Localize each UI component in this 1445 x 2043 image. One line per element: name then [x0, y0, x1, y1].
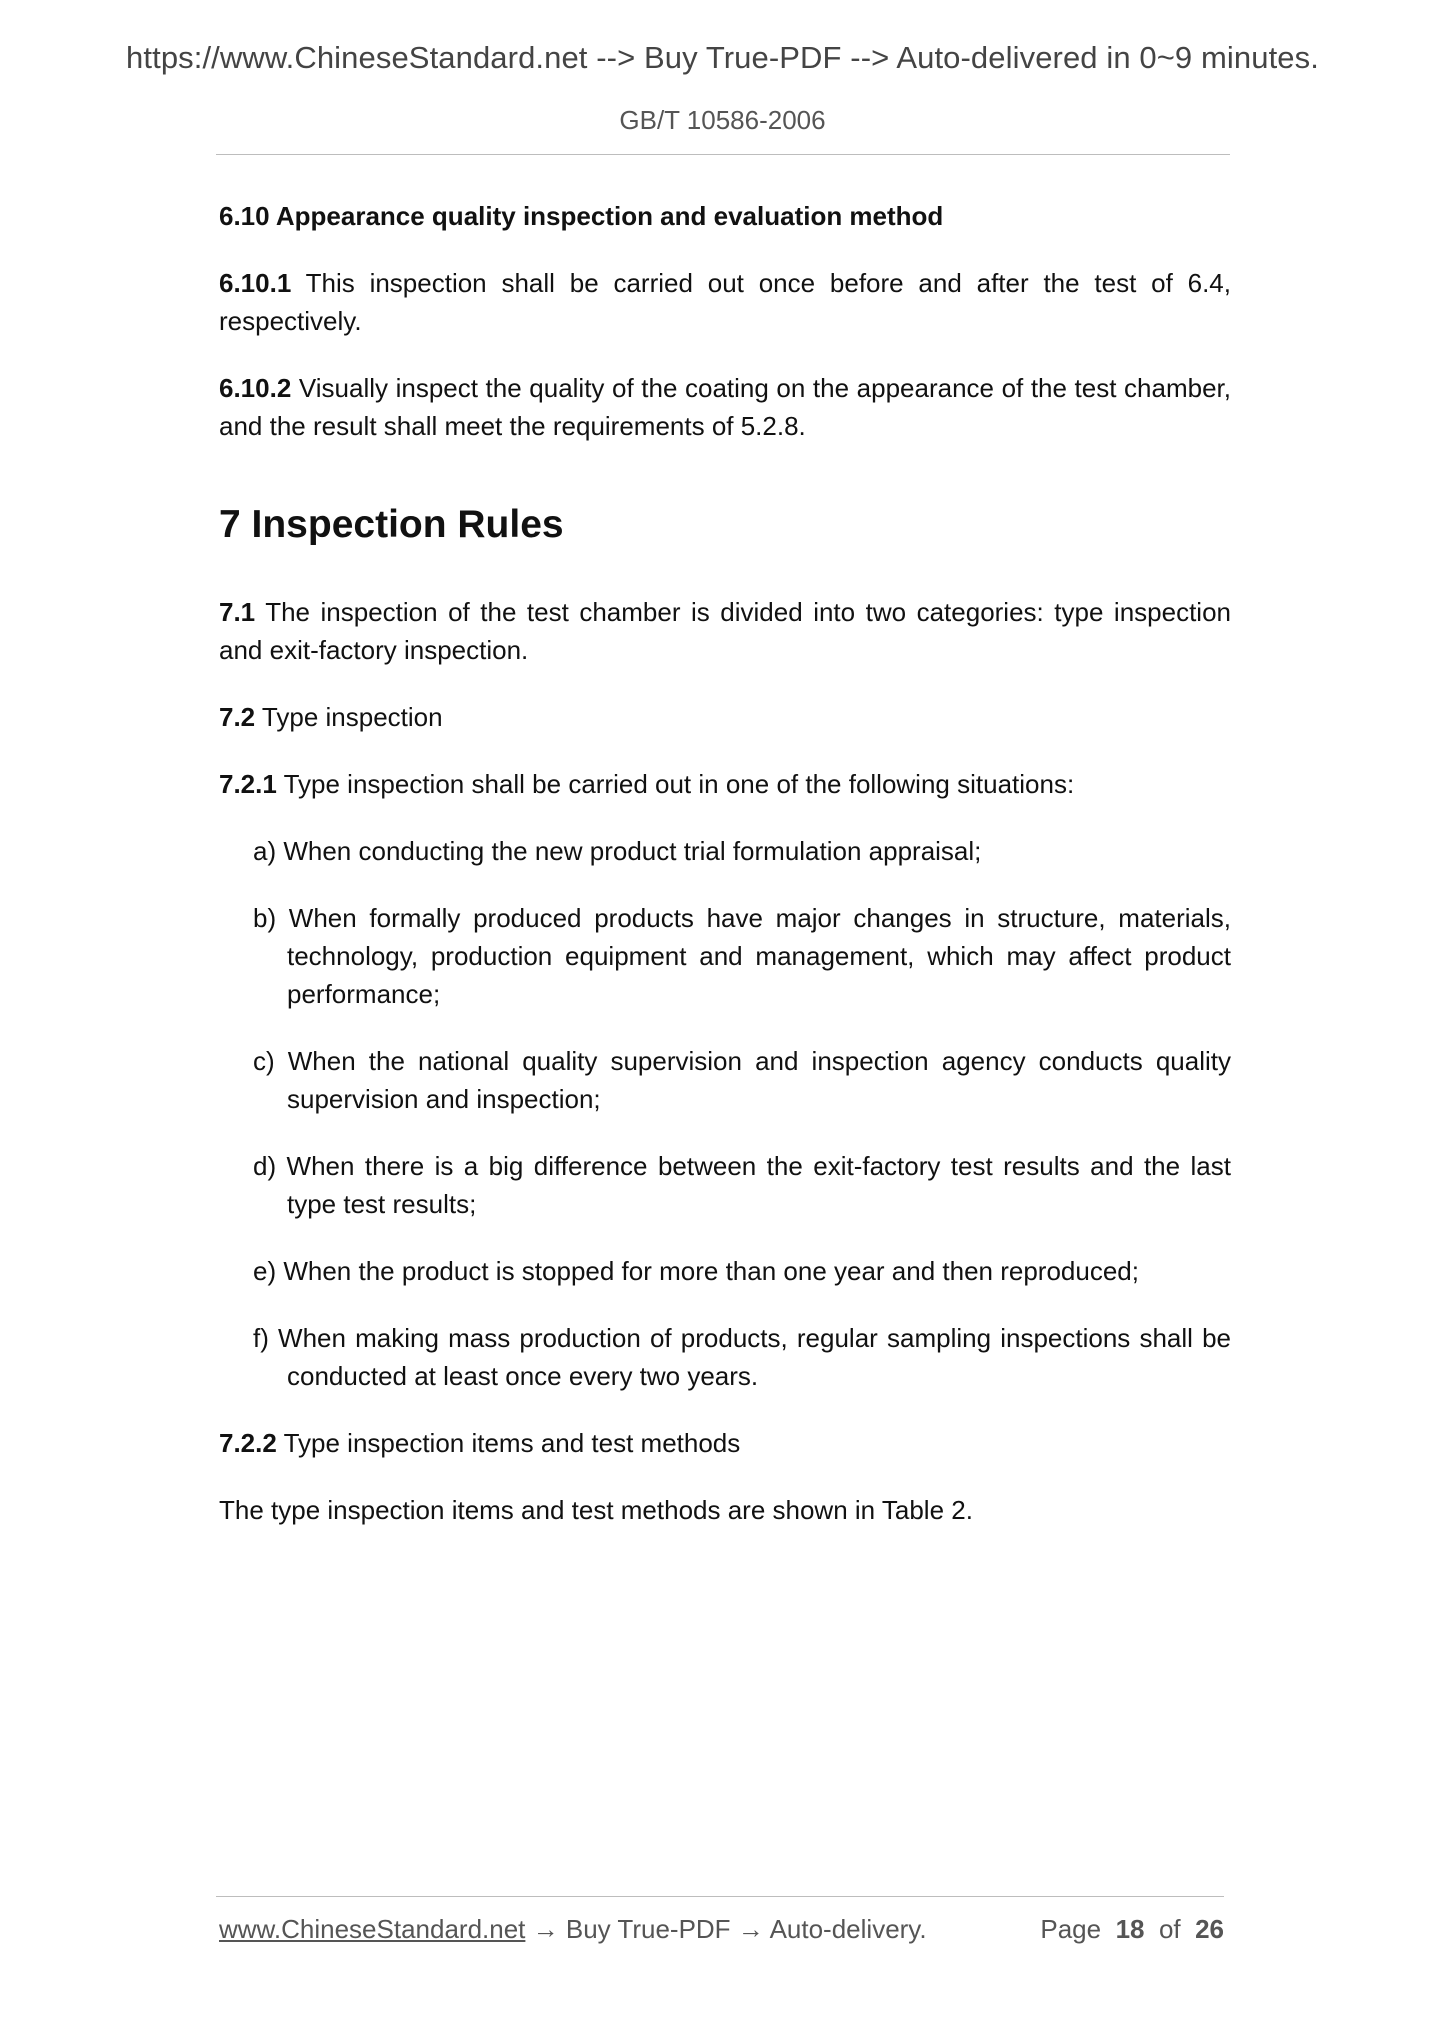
clause-number: 7.2.1	[219, 769, 277, 799]
standard-code: GB/T 10586-2006	[619, 105, 826, 135]
footer-divider	[216, 1896, 1224, 1897]
clause-7-2	[219, 698, 1231, 736]
clause-7-1	[219, 593, 1231, 669]
page-of: of	[1158, 1914, 1181, 1944]
clause-text: Type inspection shall be carried out in one of the following situations:	[276, 769, 1075, 799]
top-banner: https://www.ChineseStandard.net --> Buy True-PDF --> Auto-delivered in 0~9 minutes.	[126, 40, 1319, 75]
clause-6-10-2	[219, 369, 1231, 445]
clause-text: Visually inspect the quality of the coating on the appearance of the test chamber, and the result shall meet the requirements of 5.2.8.	[219, 373, 1231, 441]
table-reference-text: The type inspection items and test methods are shown in Table 2.	[219, 1495, 973, 1525]
clause-text: The inspection of the test chamber is divided into two categories: type inspection and exit-factory inspection.	[219, 597, 1231, 665]
list-item-d: d) When there is a big difference between the exit-factory test results and the last type test results;	[253, 1151, 1231, 1219]
clause-7-2-2	[219, 1424, 1231, 1462]
clause-text: Type inspection items and test methods	[276, 1428, 741, 1458]
clause-number: 6.10.1	[219, 268, 292, 298]
list-item-f: f) When making mass production of products, regular sampling inspections shall be conducted at least once every two years.	[253, 1323, 1231, 1391]
list-item-c: c) When the national quality supervision and inspection agency conducts quality supervision and inspection;	[253, 1046, 1231, 1114]
list-item-b: b) When formally produced products have major changes in structure, materials, technology, production equipment and management, which may affect product performance;	[253, 903, 1231, 1009]
footer-text: → Buy True-PDF → Auto-delivery.	[525, 1914, 927, 1944]
page-total: 26	[1195, 1914, 1224, 1944]
section-heading-6-10: 6.10 Appearance quality inspection and evaluation method	[219, 201, 944, 231]
list-item-e: e) When the product is stopped for more than one year and then reproduced;	[253, 1256, 1139, 1286]
clause-text: Type inspection	[255, 702, 443, 732]
clause-number: 7.1	[219, 597, 256, 627]
clause-6-10-1	[219, 264, 1231, 340]
chapter-heading-7: 7 Inspection Rules	[219, 503, 564, 546]
clause-text: This inspection shall be carried out once before and after the test of 6.4, respectively.	[219, 268, 1231, 336]
page-indicator	[1040, 1914, 1224, 1945]
page-footer	[219, 1914, 1224, 1945]
clause-number: 6.10.2	[219, 373, 292, 403]
document-body	[219, 197, 1231, 1558]
clause-number: 7.2	[219, 702, 256, 732]
page-current: 18	[1115, 1914, 1145, 1944]
page-label: Page	[1040, 1914, 1102, 1944]
clause-7-2-1	[219, 765, 1231, 803]
clause-number: 7.2.2	[219, 1428, 277, 1458]
footer-site-link[interactable]: www.ChineseStandard.net	[219, 1914, 526, 1944]
header-divider	[216, 154, 1230, 155]
list-item-a: a) When conducting the new product trial formulation appraisal;	[253, 836, 982, 866]
